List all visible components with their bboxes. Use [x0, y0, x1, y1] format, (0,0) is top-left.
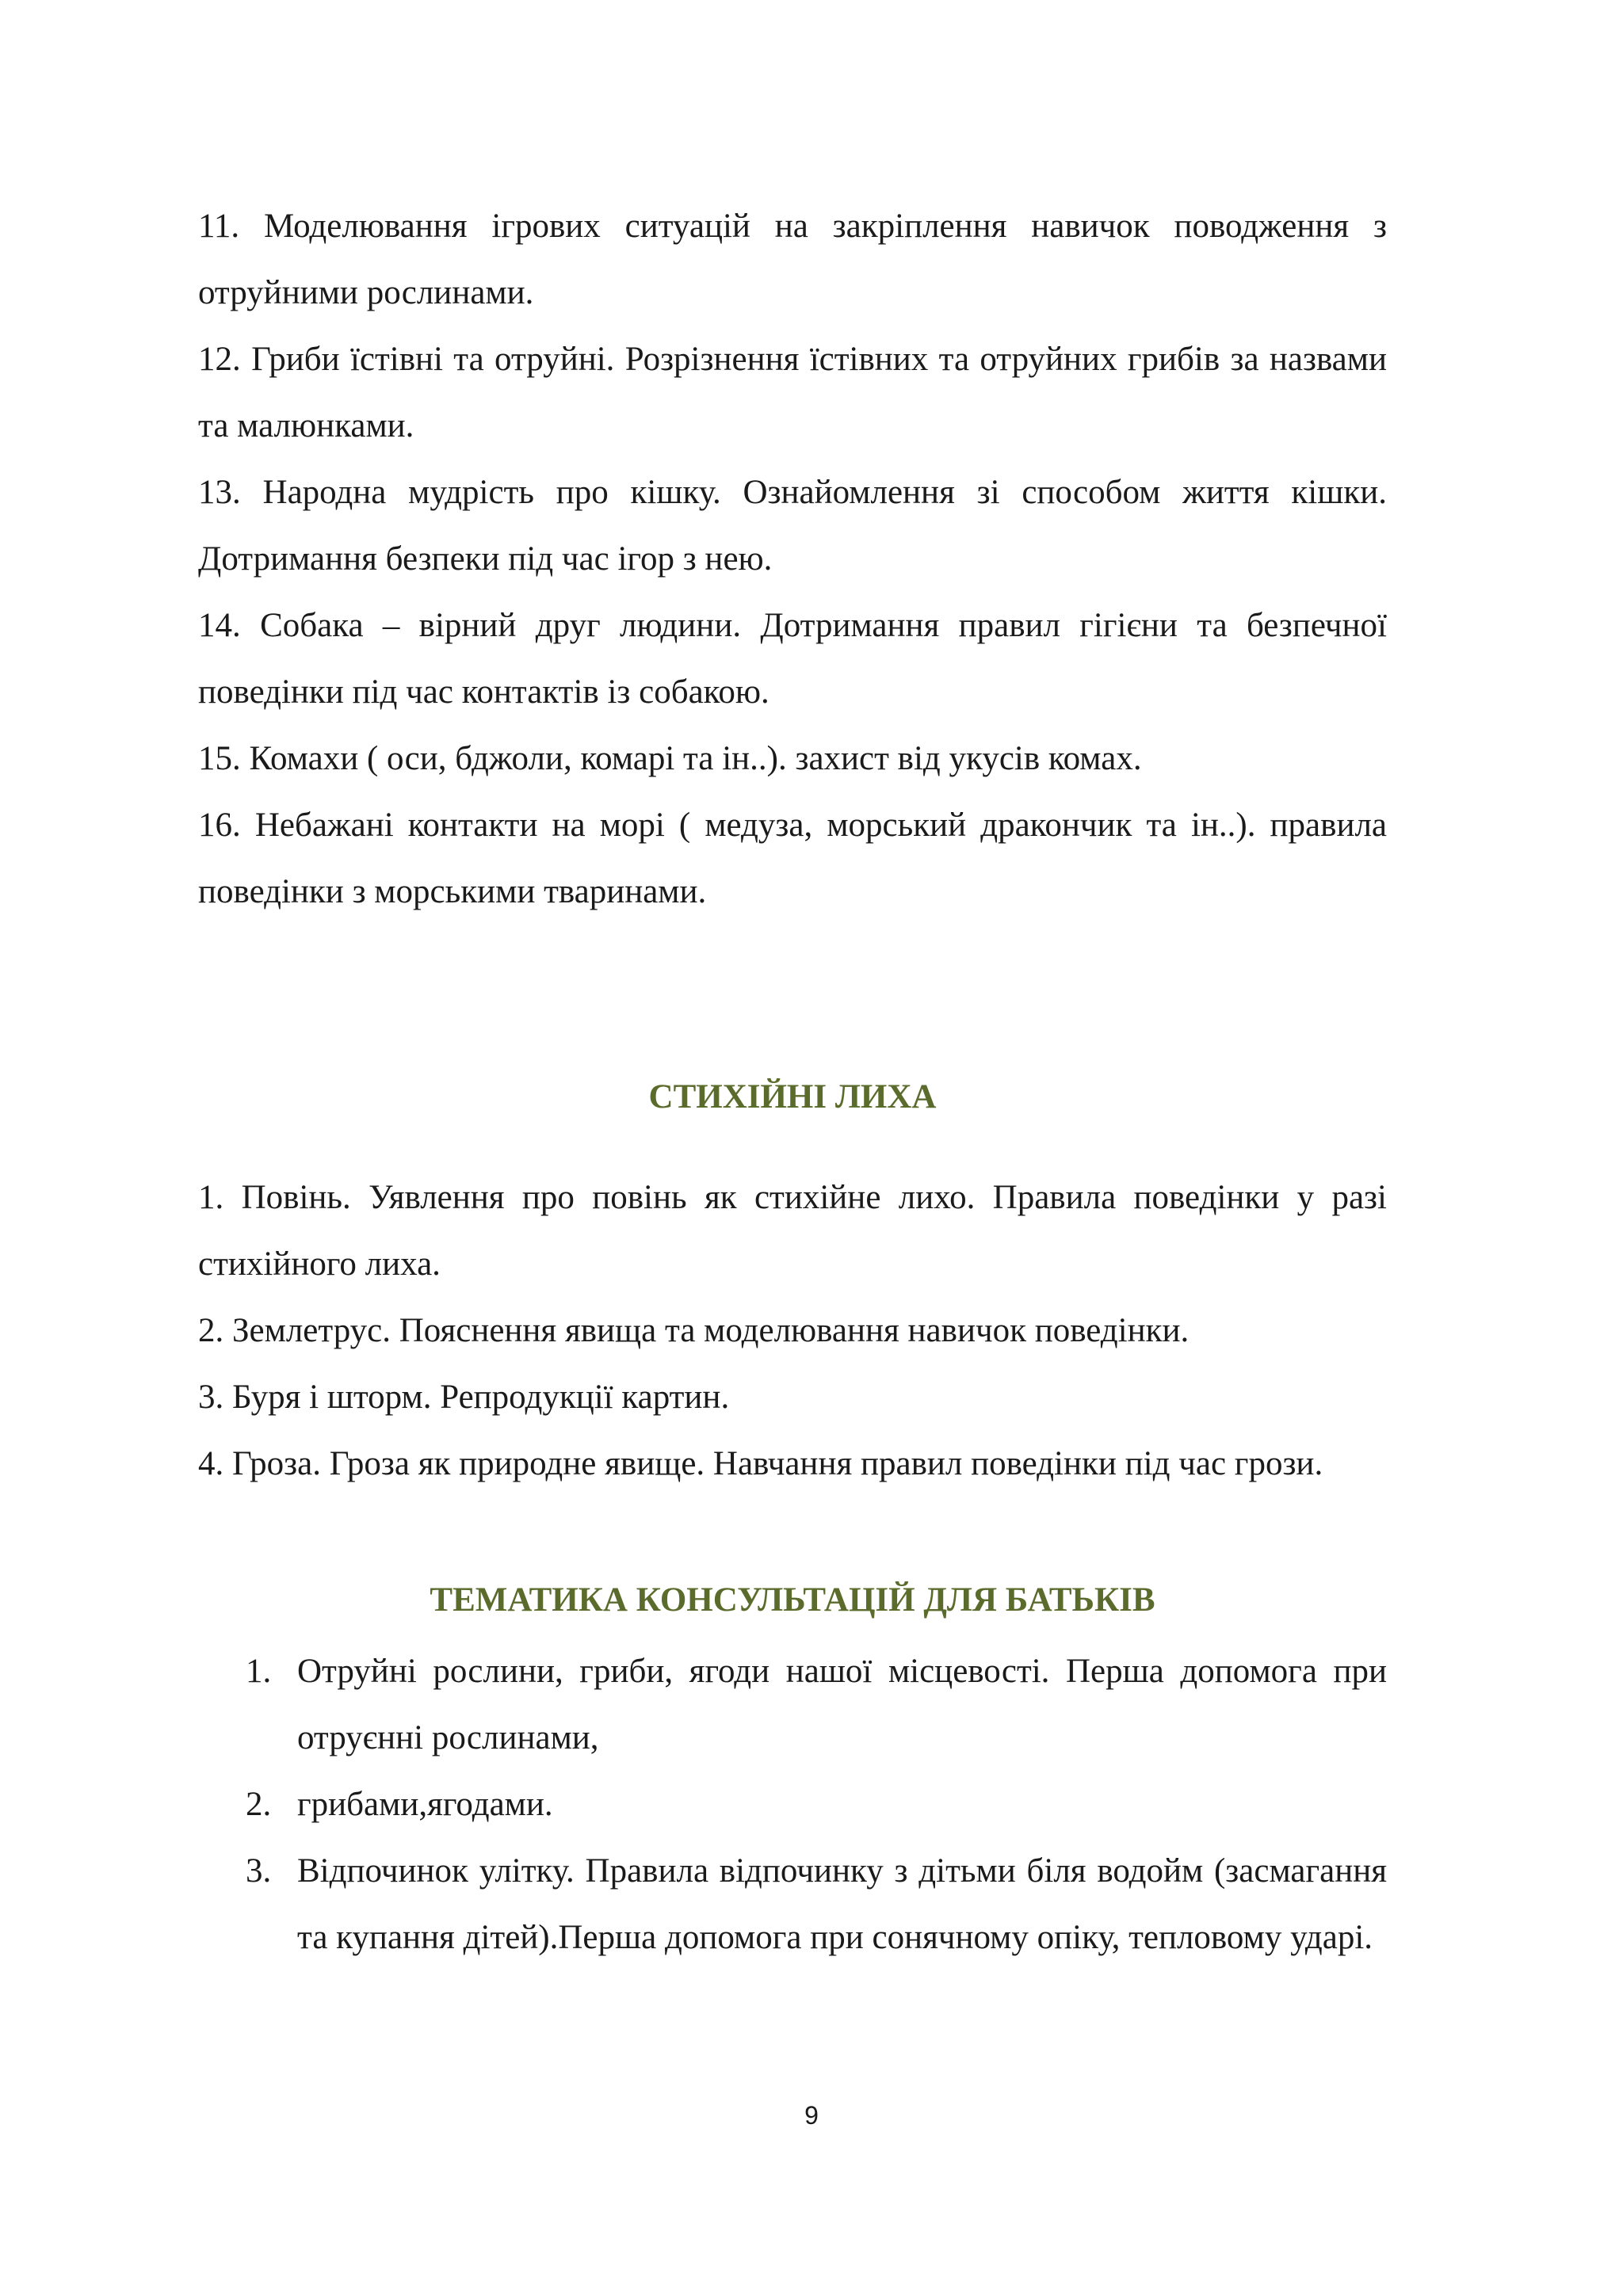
disasters-heading: СТИХІЙНІ ЛИХА	[648, 1078, 937, 1116]
list-item-16: 16. Небажані контакти на морі ( медуза, морський дракончик та ін..). правила поведінки з морськими тваринами.	[198, 807, 1387, 910]
consultation-text: Отруйні рослини, гриби, ягоди нашої місцевості. Перша допомога при отруєнні рослинами,	[297, 1653, 1387, 1756]
disaster-item-storm: 3. Буря і шторм. Репродукції картин.	[198, 1379, 730, 1416]
disaster-item-flood: 1. Повінь. Уявлення про повінь як стихійне лихо. Правила поведінки у разі стихійного лиха.	[198, 1179, 1387, 1283]
consultations-list	[198, 1638, 1387, 1971]
consultation-item	[198, 1772, 1387, 1838]
list-item-15: 15. Комахи ( оси, бджоли, комарі та ін..). захист від укусів комах.	[198, 740, 1142, 777]
page-number: 9	[804, 2101, 819, 2130]
disaster-item-earthquake: 2. Землетрус. Пояснення явища та моделювання навичок поведінки.	[198, 1312, 1190, 1349]
consultation-number: 3.	[246, 1852, 272, 1890]
consultation-item	[198, 1638, 1387, 1772]
list-item-11: 11. Моделювання ігрових ситуацій на закріплення навичок поводження з отруйними рослинами.	[198, 208, 1387, 311]
consultation-number: 1.	[246, 1653, 272, 1690]
consultation-number: 2.	[246, 1786, 272, 1823]
disasters-list	[198, 1165, 1387, 1497]
list-item-13: 13. Народна мудрість про кішку. Ознайомлення зі способом життя кішки. Дотримання безпеки під час ігор з нею.	[198, 474, 1387, 578]
disaster-item-thunderstorm: 4. Гроза. Гроза як природне явище. Навчання правил поведінки під час грози.	[198, 1445, 1323, 1482]
consultation-text: грибами,ягодами.	[297, 1786, 553, 1823]
continued-list	[198, 193, 1387, 925]
consultation-item	[198, 1838, 1387, 1971]
consultations-heading: ТЕМАТИКА КОНСУЛЬТАЦІЙ ДЛЯ БАТЬКІВ	[430, 1581, 1155, 1619]
list-item-14: 14. Собака – вірний друг людини. Дотримання правил гігієни та безпечної поведінки під час контактів із собакою.	[198, 607, 1387, 711]
list-item-12: 12. Гриби їстівні та отруйні. Розрізнення їстівних та отруйних грибів за назвами та малюнками.	[198, 341, 1387, 444]
consultation-text: Відпочинок улітку. Правила відпочинку з дітьми біля водойм (засмагання та купання дітей).Перша допомога при сонячному опіку, тепловому ударі.	[297, 1852, 1387, 1956]
